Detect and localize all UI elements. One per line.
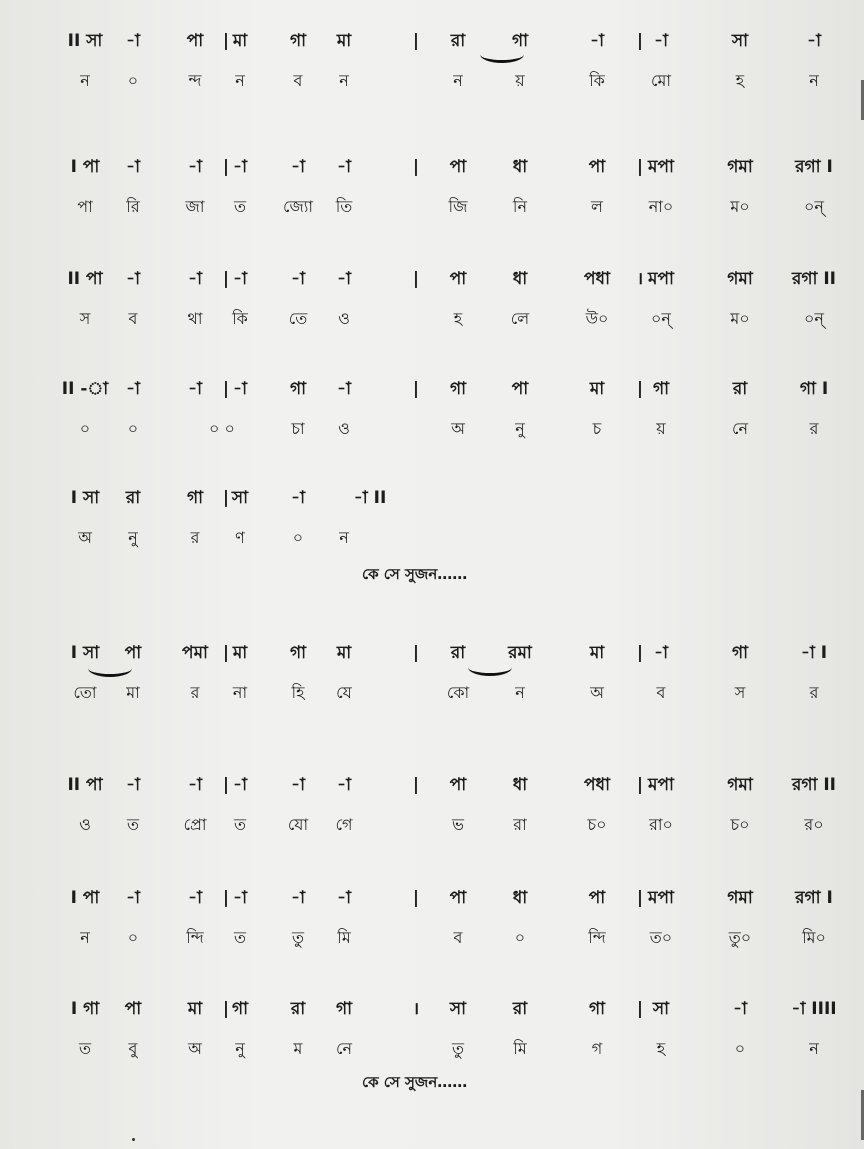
lyric-syllable: ব — [453, 928, 463, 947]
swara-note: মা — [232, 31, 248, 51]
lyric-syllable: অ — [590, 683, 604, 702]
lyric-syllable: জা — [185, 197, 205, 216]
swara-note: -া — [188, 157, 202, 177]
lyric-syllable: ব — [128, 309, 138, 328]
lyric-syllable: যে — [336, 683, 352, 702]
lyric-syllable: কো — [446, 683, 470, 702]
lyric-syllable: গে — [335, 815, 353, 834]
bar-line: | — [222, 157, 230, 177]
swara-note: -া — [337, 157, 351, 177]
swara-note: মা — [232, 643, 248, 663]
swara-row — [0, 374, 864, 404]
swara-note: ধা — [512, 775, 528, 795]
swara-note: পা — [449, 775, 467, 795]
swara-note: গমা — [727, 888, 753, 908]
bar-line: | — [222, 379, 230, 399]
swara-note: -া — [291, 157, 305, 177]
lyric-syllable: তু — [451, 1039, 465, 1058]
song-refrain-caption: কে সে সুজন…… — [362, 1073, 468, 1091]
notation-block — [0, 374, 864, 454]
swara-note: রা — [450, 31, 466, 51]
lyric-syllable: কি — [589, 71, 605, 90]
lyric-syllable: মি — [337, 928, 351, 947]
lyric-syllable: ন্দ — [188, 71, 202, 90]
lyric-syllable: ত০ — [649, 928, 673, 947]
lyric-row — [0, 1034, 864, 1064]
lyric-syllable: নি — [512, 197, 528, 216]
lyric-syllable: য় — [656, 419, 666, 438]
swara-note: পা — [588, 157, 606, 177]
swara-note: সা — [231, 488, 249, 508]
bar-line: | — [636, 31, 644, 51]
swara-note: রা — [732, 379, 748, 399]
swara-note: গা — [731, 643, 749, 663]
lyric-syllable: ন — [80, 71, 90, 90]
swara-note: -া — [291, 775, 305, 795]
bar-line: | — [222, 31, 230, 51]
swara-note: -া — [188, 775, 202, 795]
lyric-row — [0, 66, 864, 96]
lyric-row — [0, 192, 864, 222]
swara-note: মপা — [648, 775, 674, 795]
swara-note: -া — [337, 379, 351, 399]
lyric-syllable: মি০ — [802, 928, 826, 947]
lyric-syllable: হ — [453, 309, 463, 328]
lyric-syllable: ০ — [514, 928, 526, 947]
swara-note: -া — [188, 269, 202, 289]
lyric-syllable: তে — [288, 309, 308, 328]
swara-note: সা — [652, 999, 670, 1019]
notation-block — [0, 994, 864, 1074]
lyric-syllable: ০ন্ — [651, 309, 671, 328]
bar-line: | — [222, 888, 230, 908]
swara-note: -া — [291, 488, 305, 508]
swara-note: রগা II — [792, 269, 836, 289]
notation-block — [0, 152, 864, 232]
swara-note: -া — [126, 269, 140, 289]
swara-note: মা — [187, 999, 203, 1019]
swara-note: পধা — [584, 775, 610, 795]
swara-note: -া — [291, 269, 305, 289]
lyric-row — [0, 923, 864, 953]
lyric-syllable: ল — [591, 197, 603, 216]
song-refrain-caption: কে সে সুজন…… — [362, 565, 468, 583]
swara-note: -া II — [353, 488, 387, 508]
lyric-syllable: স — [79, 309, 91, 328]
lyric-syllable: থা — [187, 309, 203, 328]
swara-row — [0, 883, 864, 913]
lyric-syllable: তি — [335, 197, 353, 216]
swara-row — [0, 152, 864, 182]
swara-note: ধা — [512, 269, 528, 289]
notation-block — [0, 638, 864, 718]
lyric-syllable: ত — [78, 1039, 92, 1058]
lyric-syllable: ত — [233, 197, 247, 216]
swara-note: -া — [291, 888, 305, 908]
swara-note: মপা — [648, 888, 674, 908]
swara-note: II পা — [67, 269, 103, 289]
swara-note: গা — [186, 488, 204, 508]
swara-row — [0, 770, 864, 800]
swara-note: মা — [589, 379, 605, 399]
lyric-syllable: অ — [188, 1039, 202, 1058]
swara-note: -া — [126, 31, 140, 51]
lyric-syllable: ন — [809, 1039, 819, 1058]
swara-note: পা — [511, 379, 529, 399]
lyric-syllable: নে — [731, 419, 749, 438]
swara-row — [0, 264, 864, 294]
lyric-syllable: ম — [293, 1039, 303, 1058]
lyric-syllable: চ০ — [730, 815, 750, 834]
lyric-syllable: না০ — [648, 197, 674, 216]
lyric-syllable: র — [190, 683, 200, 702]
lyric-syllable: ভ — [452, 815, 464, 834]
swara-note: গা — [289, 31, 307, 51]
bar-line: | — [412, 269, 420, 289]
swara-note: I পা — [70, 888, 100, 908]
swara-note: -া — [337, 888, 351, 908]
swara-note: রা — [450, 643, 466, 663]
swara-note: -া — [337, 775, 351, 795]
swara-note: গমা — [727, 269, 753, 289]
lyric-syllable: রি — [126, 197, 140, 216]
lyric-syllable: চা — [291, 419, 305, 438]
swara-note: পা — [588, 888, 606, 908]
swara-note: গা — [511, 31, 529, 51]
bar-line: | — [636, 157, 644, 177]
bar-line: | — [412, 379, 420, 399]
swara-row — [0, 994, 864, 1024]
swara-note: পমা — [182, 643, 208, 663]
lyric-syllable: ০ন্ — [804, 197, 824, 216]
swara-note: রা — [125, 488, 141, 508]
lyric-syllable: যো — [287, 815, 309, 834]
swara-note: পা — [124, 643, 142, 663]
swara-note: ধা — [512, 157, 528, 177]
lyric-syllable: র — [190, 528, 200, 547]
swara-note: রগা II — [792, 775, 836, 795]
swara-note: II পা — [67, 775, 103, 795]
notation-block — [0, 483, 864, 563]
lyric-syllable: স — [734, 683, 746, 702]
slur-mark — [480, 46, 524, 63]
lyric-syllable: মি — [513, 1039, 527, 1058]
swara-note: পা — [449, 269, 467, 289]
slur-mark — [88, 660, 132, 677]
lyric-syllable: পা — [77, 197, 93, 216]
swara-note: রা — [512, 999, 528, 1019]
lyric-syllable: অ — [451, 419, 465, 438]
lyric-syllable: ও — [79, 815, 91, 834]
bar-line: | — [222, 488, 230, 508]
swara-note: -া — [126, 157, 140, 177]
swara-note: -া — [337, 269, 351, 289]
lyric-syllable: মা — [126, 683, 140, 702]
swara-note: -া IIII — [791, 999, 837, 1019]
lyric-syllable: ন্দি — [588, 928, 606, 947]
lyric-syllable: ন — [515, 683, 525, 702]
lyric-syllable: ০ন্ — [804, 309, 824, 328]
notation-block — [0, 26, 864, 106]
swara-note: II -া — [61, 379, 109, 399]
lyric-syllable: রা০ — [649, 815, 673, 834]
swara-note: -া — [233, 379, 247, 399]
swara-note: পা — [124, 999, 142, 1019]
swara-note: -া — [654, 643, 668, 663]
lyric-syllable: ০ — [79, 419, 91, 438]
lyric-syllable: র — [809, 419, 819, 438]
swara-note: মপা — [648, 157, 674, 177]
swara-note: -া — [233, 269, 247, 289]
lyric-syllable: ন্দি — [186, 928, 204, 947]
bar-line: | — [636, 643, 644, 663]
swara-note: গমা — [727, 775, 753, 795]
lyric-syllable: না — [232, 683, 248, 702]
lyric-syllable: হি — [291, 683, 305, 702]
swara-note: পা — [186, 31, 204, 51]
swara-note: রমা — [508, 643, 532, 663]
lyric-syllable: ম০ — [730, 309, 750, 328]
swara-note: -া — [188, 888, 202, 908]
lyric-syllable: ও — [338, 419, 350, 438]
swara-note: পা — [449, 888, 467, 908]
bar-line: | — [636, 888, 644, 908]
swara-note: -া — [233, 888, 247, 908]
notation-block — [0, 883, 864, 963]
swara-note: গা I — [799, 379, 829, 399]
swara-note: পা — [449, 157, 467, 177]
lyric-syllable: তো — [73, 683, 97, 702]
lyric-syllable: লে — [510, 309, 530, 328]
lyric-syllable: ন — [339, 528, 349, 547]
lyric-syllable: কি — [232, 309, 248, 328]
bar-line: । — [412, 999, 420, 1019]
lyric-syllable: জ্যো — [282, 197, 314, 216]
bar-line: । — [636, 269, 644, 289]
lyric-row — [0, 414, 864, 444]
bar-line: | — [412, 643, 420, 663]
swara-note: গা — [449, 379, 467, 399]
swara-note: ধা — [512, 888, 528, 908]
bar-line: | — [222, 269, 230, 289]
lyric-syllable: তু০ — [728, 928, 752, 947]
swara-note: I সা — [70, 488, 100, 508]
swara-note: মা — [589, 643, 605, 663]
lyric-syllable: ব — [656, 683, 666, 702]
bar-line: | — [636, 775, 644, 795]
swara-note: গা — [289, 379, 307, 399]
lyric-syllable: র — [809, 683, 819, 702]
swara-note: পধা — [584, 269, 610, 289]
lyric-syllable: ০ — [127, 71, 139, 90]
lyric-syllable: য় — [515, 71, 525, 90]
lyric-syllable: ন — [80, 928, 90, 947]
bar-line: | — [222, 643, 230, 663]
swara-note: -া — [126, 775, 140, 795]
swara-note: -া — [654, 31, 668, 51]
lyric-syllable: ত — [126, 815, 140, 834]
swara-note: গা — [289, 643, 307, 663]
bar-line: | — [412, 31, 420, 51]
notation-block — [0, 264, 864, 344]
lyric-syllable: বু — [128, 1039, 138, 1058]
lyric-syllable: ০ — [127, 419, 139, 438]
swara-note: গমা — [727, 157, 753, 177]
lyric-syllable: ম০ — [730, 197, 750, 216]
lyric-row — [0, 678, 864, 708]
swara-note: -া — [126, 888, 140, 908]
lyric-syllable: হ — [735, 71, 745, 90]
ink-dot — [132, 1138, 135, 1141]
swara-note: -া I — [800, 643, 828, 663]
lyric-row — [0, 810, 864, 840]
swara-note: গা — [588, 999, 606, 1019]
bar-line: | — [412, 888, 420, 908]
lyric-syllable: হ — [656, 1039, 666, 1058]
lyric-syllable: ত — [233, 928, 247, 947]
lyric-row — [0, 304, 864, 334]
bar-line: | — [412, 775, 420, 795]
lyric-syllable: রা — [513, 815, 527, 834]
swara-note: -া — [188, 379, 202, 399]
lyric-syllable: ন — [453, 71, 463, 90]
swara-note: মা — [336, 643, 352, 663]
lyric-syllable: উ০ — [585, 309, 609, 328]
swara-note: রগা I — [795, 157, 833, 177]
lyric-syllable: ০ ০ — [209, 419, 235, 438]
swara-note: রগা I — [795, 888, 833, 908]
swara-note: সা — [449, 999, 467, 1019]
swara-row — [0, 26, 864, 56]
lyric-syllable: জি — [448, 197, 468, 216]
lyric-syllable: ন — [809, 71, 819, 90]
lyric-syllable: চ০ — [587, 815, 607, 834]
lyric-syllable: প্রো — [183, 815, 207, 834]
lyric-syllable: ন — [339, 71, 349, 90]
swara-note: -া — [733, 999, 747, 1019]
swara-note: মা — [336, 31, 352, 51]
swara-note: I গা — [70, 999, 100, 1019]
lyric-syllable: অ — [78, 528, 92, 547]
bar-line: | — [636, 999, 644, 1019]
swara-note: রা — [290, 999, 306, 1019]
swara-note: -া — [590, 31, 604, 51]
lyric-syllable: নু — [515, 419, 525, 438]
slur-mark — [468, 659, 512, 676]
swara-note: II সা — [67, 31, 103, 51]
lyric-syllable: র০ — [804, 815, 824, 834]
bar-line: | — [222, 775, 230, 795]
lyric-syllable: ণ — [235, 528, 245, 547]
notation-block — [0, 770, 864, 850]
swara-note: সা — [731, 31, 749, 51]
bar-line: | — [636, 379, 644, 399]
swara-note: I পা — [70, 157, 100, 177]
lyric-syllable: মো — [650, 71, 672, 90]
swara-note: মপা — [648, 269, 674, 289]
lyric-syllable: নু — [128, 528, 138, 547]
lyric-syllable: ন — [235, 71, 245, 90]
lyric-syllable: ব — [293, 71, 303, 90]
lyric-syllable: ত — [233, 815, 247, 834]
bar-line: | — [222, 999, 230, 1019]
swara-note: গা — [335, 999, 353, 1019]
swara-note: I সা — [70, 643, 100, 663]
lyric-syllable: ও — [338, 309, 350, 328]
lyric-syllable: ০ — [127, 928, 139, 947]
lyric-syllable: নু — [235, 1039, 245, 1058]
bar-line: | — [412, 157, 420, 177]
swara-note: গা — [231, 999, 249, 1019]
lyric-syllable: তু — [291, 928, 305, 947]
swara-note: -া — [126, 379, 140, 399]
lyric-syllable: ০ — [734, 1039, 746, 1058]
swara-note: -া — [233, 775, 247, 795]
swara-note: -া — [233, 157, 247, 177]
swara-note: -া — [807, 31, 821, 51]
lyric-row — [0, 523, 864, 553]
swara-note: গা — [652, 379, 670, 399]
lyric-syllable: চ — [592, 419, 602, 438]
lyric-syllable: গ — [591, 1039, 603, 1058]
lyric-syllable: ০ — [292, 528, 304, 547]
lyric-syllable: নে — [335, 1039, 353, 1058]
swara-row — [0, 483, 864, 513]
